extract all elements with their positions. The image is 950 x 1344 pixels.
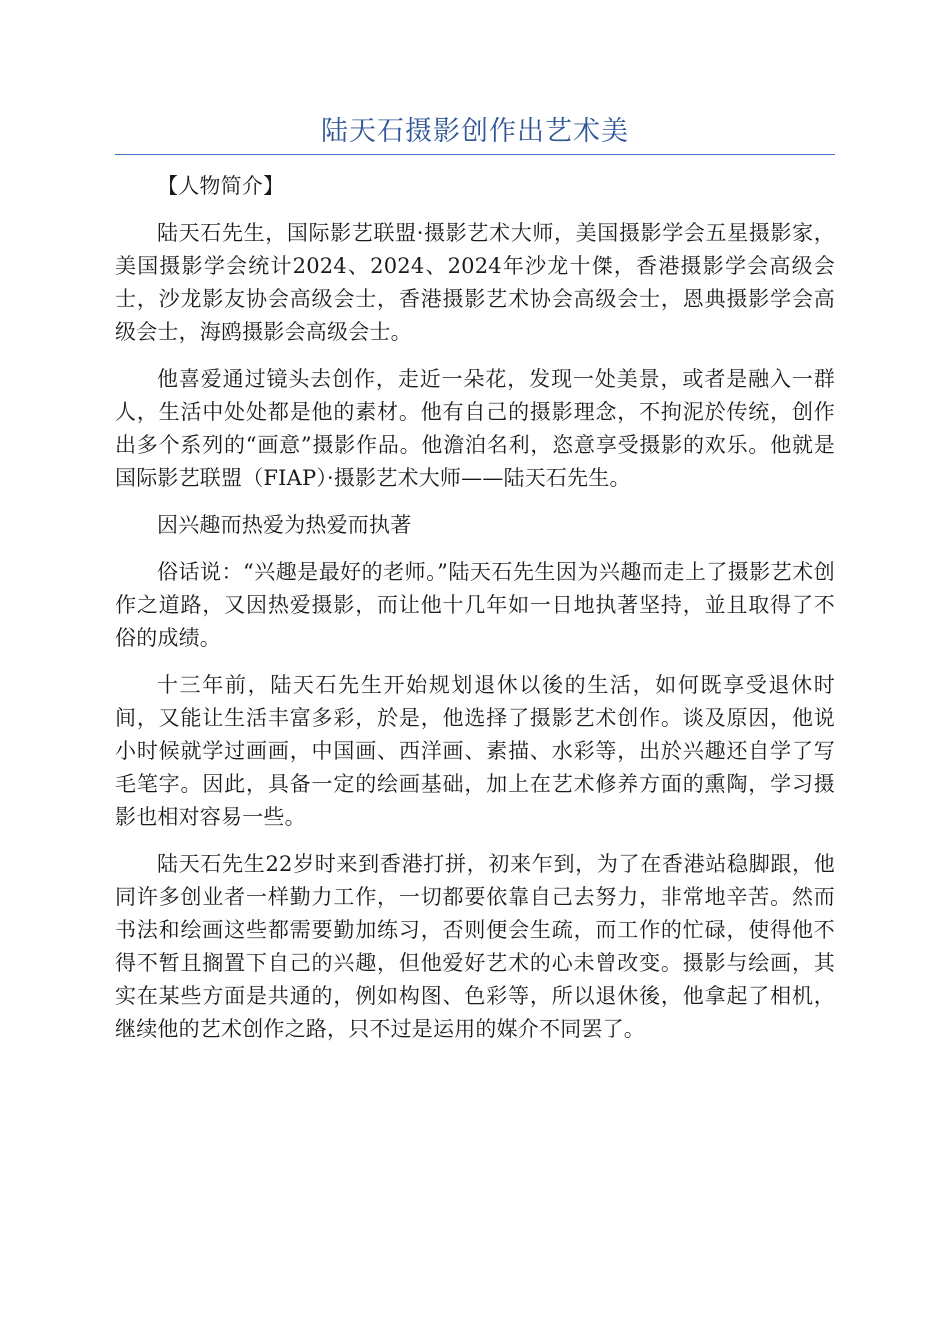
paragraph-hongkong: 陆天石先生22岁时来到香港打拼，初来乍到，为了在香港站稳脚跟，他同许多创业者一样勤力工作，一切都要依靠自己去努力，非常地辛苦。然而书法和绘画这些都需要勤加练习，否则便会生疏，而工作的忙碌，使得他不得不暂且搁置下自己的兴趣，但他爱好艺术的心未曾改变。摄影与绘画，其实在某些方面是共通的，例如构图、色彩等，所以退休後，他拿起了相机，继续他的艺术创作之路，只不过是运用的媒介不同罢了。	[115, 852, 835, 1041]
paragraph-philosophy: 他喜爱通过镜头去创作，走近一朵花，发现一处美景，或者是融入一群人，生活中处处都是他的素材。他有自己的摄影理念，不拘泥於传统，创作出多个系列的“画意”摄影作品。他澹泊名利，恣意享受摄影的欢乐。他就是国际影艺联盟（FIAP）·摄影艺术大师——陆天石先生。	[115, 367, 835, 490]
paragraph-intro: 陆天石先生，国际影艺联盟·摄影艺术大师，美国摄影学会五星摄影家，美国摄影学会统计2024、2024、2024年沙龙十傑，香港摄影学会高级会士，沙龙影友协会高级会士，香港摄影艺术协会高级会士，恩典摄影学会高级会士，海鸥摄影会高级会士。	[115, 221, 835, 344]
section-label: 【人物简介】	[157, 174, 285, 198]
title-underline	[115, 154, 835, 155]
paragraph-interest: 俗话说：“兴趣是最好的老师。”陆天石先生因为兴趣而走上了摄影艺术创作之道路，又因热爱摄影，而让他十几年如一日地执著坚持，並且取得了不俗的成绩。	[115, 560, 835, 650]
section-heading: 因兴趣而热爱为热爱而执著	[157, 513, 412, 537]
document-body	[115, 170, 835, 1060]
page-title: 陆天石摄影创作出艺术美	[321, 116, 629, 147]
paragraph-retirement: 十三年前，陆天石先生开始规划退休以後的生活，如何既享受退休时间，又能让生活丰富多彩，於是，他选择了摄影艺术创作。谈及原因，他说小时候就学过画画，中国画、西洋画、素描、水彩等，出於兴趣还自学了写毛笔字。因此，具备一定的绘画基础，加上在艺术修养方面的熏陶，学习摄影也相对容易一些。	[115, 673, 835, 829]
